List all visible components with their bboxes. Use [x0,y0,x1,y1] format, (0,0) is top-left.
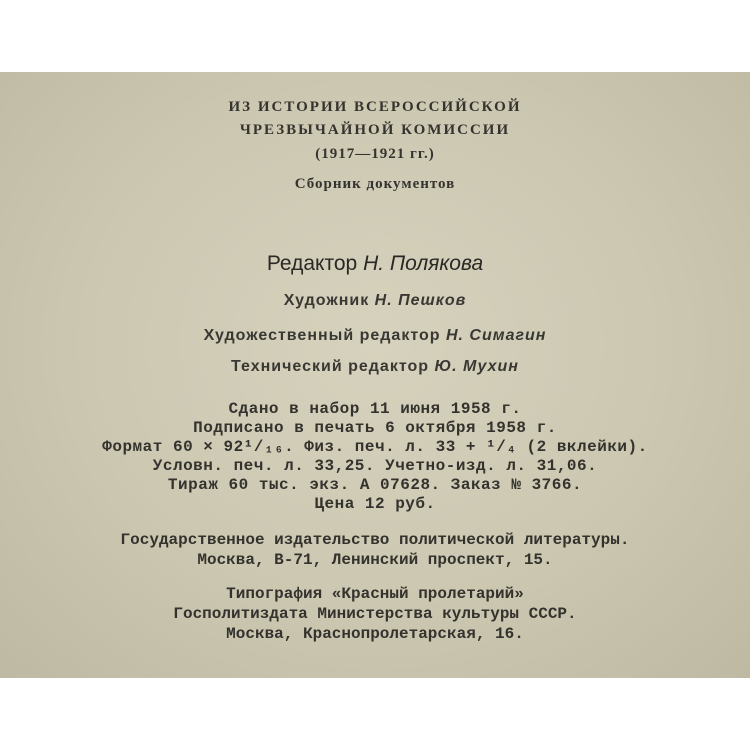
editor-role: Редактор [266,252,358,275]
price-line: Цена 12 руб. [314,495,436,513]
artist-credit [0,292,750,310]
art-editor-role: Художественный редактор [203,327,441,344]
printer-line: Типография «Красный пролетарий» [226,585,524,603]
tech-editor-name: Ю. Мухин [434,358,519,375]
book-subtitle: Сборник документов [294,176,456,192]
print-detail-line: Подписано в печать 6 октября 1958 г. [193,419,557,437]
printer-line: Госполитиздата Министерства культуры СССР. [173,605,577,623]
editor-credit [0,252,750,276]
editor-name: Н. Полякова [363,252,484,275]
publisher-line: Государственное издательство политической литературы. [120,531,630,549]
book-page-photo [0,72,750,678]
artist-role: Художник [283,292,370,309]
title-line-1: ИЗ ИСТОРИИ ВСЕРОССИЙСКОЙ [228,99,522,115]
tech-editor-role: Технический редактор [231,358,429,375]
publisher-address-line: Москва, В-71, Ленинский проспект, 15. [197,551,553,569]
print-detail-line: Сдано в набор 11 июня 1958 г. [228,400,522,418]
print-detail-line: Условн. печ. л. 33,25. Учетно-изд. л. 31,06. [152,457,598,475]
print-detail-line: Формат 60 × 92¹/₁₆. Физ. печ. л. 33 + ¹/₄ (2 вклейки). [102,438,648,456]
tech-editor-credit [0,358,750,376]
art-editor-name: Н. Симагин [445,327,547,344]
printer-address-line: Москва, Краснопролетарская, 16. [226,625,524,643]
title-line-2: ЧРЕЗВЫЧАЙНОЙ КОМИССИИ [239,122,511,138]
artist-name: Н. Пешков [374,292,467,309]
title-years: (1917—1921 гг.) [315,146,435,162]
print-detail-line: Тираж 60 тыс. экз. А 07628. Заказ № 3766. [167,476,583,494]
art-editor-credit [0,327,750,345]
